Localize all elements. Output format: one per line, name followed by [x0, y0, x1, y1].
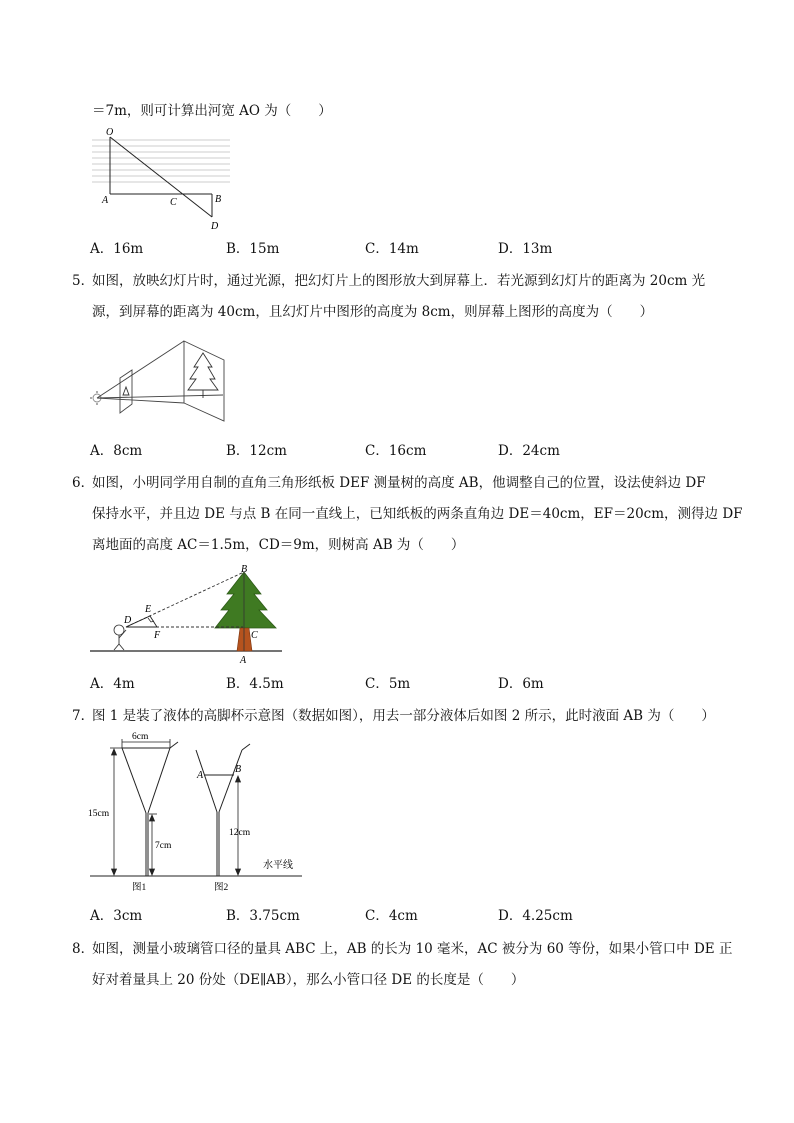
q6-number: 6． [72, 475, 95, 491]
q7-option-b[interactable]: B．3.75cm [226, 908, 300, 924]
q6-label-c: C [251, 630, 258, 641]
q6-option-b[interactable]: B．4.5m [226, 676, 284, 692]
q6-label-e: E [145, 604, 152, 615]
q7-option-c[interactable]: C．4cm [365, 908, 418, 924]
q6-stem-line1: 如图，小明同学用自制的直角三角形纸板 DEF 测量树的高度 AB，他调整自己的位置，设法使斜边 DF [92, 475, 706, 491]
q5-number: 5． [72, 273, 95, 289]
q6-label-b: B [241, 564, 248, 575]
q7-number: 7． [72, 708, 95, 724]
q7-option-a[interactable]: A．3cm [90, 908, 143, 924]
q7-label-horizon: 水平线 [263, 860, 293, 871]
q4-label-a: A [102, 195, 109, 206]
q5-projector-figure [86, 333, 236, 425]
q6-stem-line3: 离地面的高度 AC＝1.5m，CD＝9m，则树高 AB 为（ ） [92, 537, 465, 553]
q6-label-a: A [240, 655, 247, 666]
q4-option-b[interactable]: B．15m [226, 241, 280, 257]
q4-option-a[interactable]: A．16m [90, 241, 144, 257]
q5-stem-line2: 源，到屏幕的距离为 40cm，且幻灯片中图形的高度为 8cm，则屏幕上图形的高度为（ ） [92, 304, 654, 320]
q7-label-6cm: 6cm [132, 732, 149, 742]
q6-stem-line2: 保持水平，并且边 DE 与点 B 在同一直线上，已知纸板的两条直角边 DE＝40cm，EF＝20cm，测得边 DF [92, 506, 743, 522]
q4-option-c[interactable]: C．14m [365, 241, 419, 257]
q5-option-b[interactable]: B．12cm [226, 443, 287, 459]
q4-label-d: D [211, 221, 219, 232]
q6-option-a[interactable]: A．4m [90, 676, 135, 692]
q6-tree-figure [86, 560, 286, 668]
q7-goblet-figure [86, 728, 306, 900]
q5-option-a[interactable]: A．8cm [90, 443, 143, 459]
q4-label-c: C [170, 197, 177, 208]
q5-option-c[interactable]: C．16cm [365, 443, 427, 459]
q6-option-c[interactable]: C．5m [365, 676, 411, 692]
q8-stem-line2: 好对着量具上 20 份处（DE∥AB），那么小管口径 DE 的长度是（ ） [92, 972, 525, 988]
q7-label-fig2: 图2 [214, 883, 229, 893]
q4-label-b: B [215, 194, 222, 205]
q4-option-d[interactable]: D．13m [498, 241, 553, 257]
q5-stem-line1: 如图，放映幻灯片时，通过光源，把幻灯片上的图形放大到屏幕上．若光源到幻灯片的距离为 20cm 光 [92, 273, 706, 289]
q7-label-12cm: 12cm [229, 828, 251, 838]
q4-stem-tail: ＝7m，则可计算出河宽 AO 为（ ） [92, 103, 332, 119]
q7-label-7cm: 7cm [155, 841, 172, 851]
q6-label-d: D [124, 615, 132, 626]
q8-number: 8． [72, 941, 95, 957]
q7-label-a: A [197, 770, 204, 781]
q4-label-o: O [106, 127, 114, 138]
q7-option-d[interactable]: D．4.25cm [498, 908, 573, 924]
q7-label-fig1: 图1 [132, 883, 147, 893]
q4-river-figure [88, 124, 248, 234]
q7-label-b: B [235, 764, 242, 775]
q6-option-d[interactable]: D．6m [498, 676, 544, 692]
q8-stem-line1: 如图，测量小玻璃管口径的量具 ABC 上，AB 的长为 10 毫米，AC 被分为 60 等份，如果小管口中 DE 正 [92, 941, 733, 957]
q6-label-f: F [154, 630, 161, 641]
q7-label-15cm: 15cm [88, 809, 110, 819]
q7-stem-line1: 图 1 是装了液体的高脚杯示意图（数据如图），用去一部分液体后如图 2 所示，此时液面 AB 为（ ） [92, 708, 715, 724]
q5-option-d[interactable]: D．24cm [498, 443, 560, 459]
